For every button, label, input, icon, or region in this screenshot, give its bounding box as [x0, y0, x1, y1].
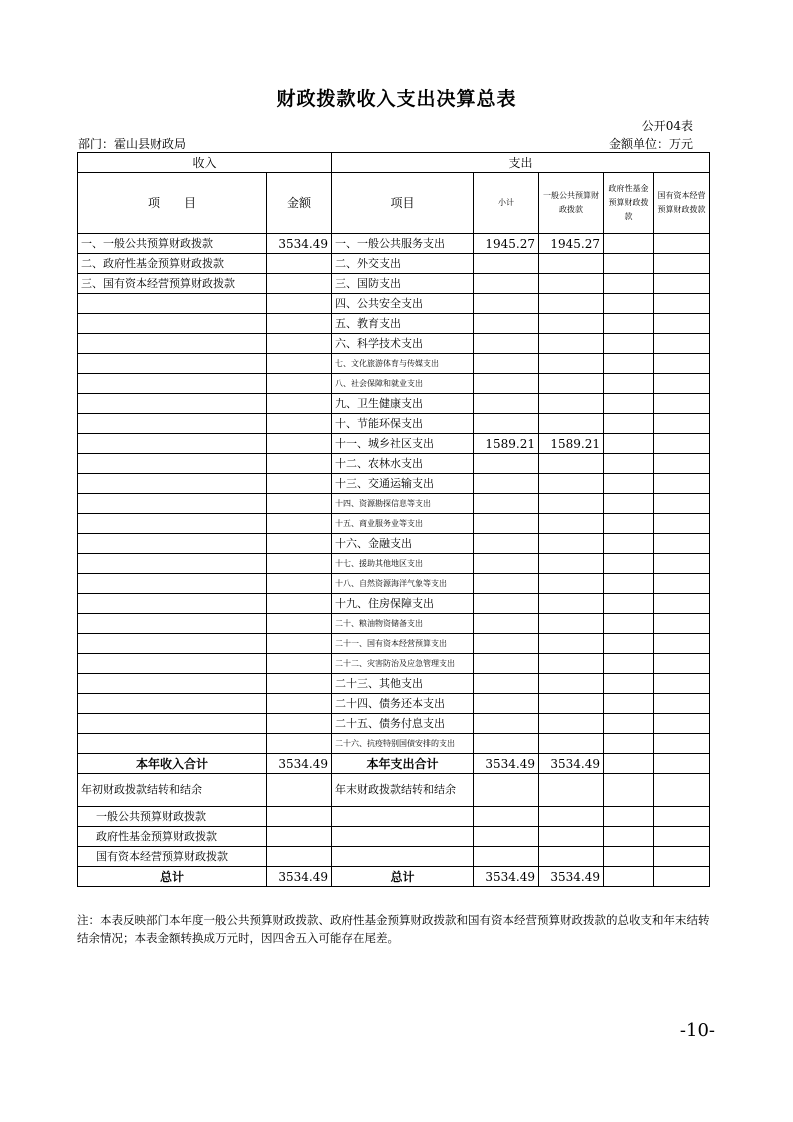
income-amount: [267, 454, 332, 474]
carry-sub-expense: [332, 847, 474, 867]
carry-sub-gov-fund: [604, 827, 654, 847]
carry-sub-row: [78, 827, 710, 847]
expense-gov-fund: [604, 454, 654, 474]
expense-state-capital: [654, 414, 710, 434]
grand-total-income-label: 总计: [78, 867, 267, 887]
expense-item: 三、国防支出: [332, 274, 474, 294]
grand-total-gov-fund: [604, 867, 654, 887]
carry-sub-label: 国有资本经营预算财政拨款: [78, 847, 267, 867]
income-amount: [267, 614, 332, 634]
expense-subtotal: 1945.27: [474, 234, 539, 254]
expense-general: [539, 354, 604, 374]
expense-general: [539, 734, 604, 754]
expense-subtotal: [474, 594, 539, 614]
income-amount: [267, 274, 332, 294]
expense-state-capital: [654, 254, 710, 274]
carry-sub-gov-fund: [604, 807, 654, 827]
expense-general: [539, 654, 604, 674]
expense-item: 十六、金融支出: [332, 534, 474, 554]
income-amount: [267, 394, 332, 414]
budget-table: [77, 152, 710, 887]
expense-subtotal: [474, 274, 539, 294]
expense-subtotal: [474, 374, 539, 394]
table-row: [78, 734, 710, 754]
income-amount: [267, 314, 332, 334]
total-expense-state-capital: [654, 754, 710, 774]
grand-total-income-amount: 3534.49: [267, 867, 332, 887]
expense-item: 六、科学技术支出: [332, 334, 474, 354]
expense-item: 十一、城乡社区支出: [332, 434, 474, 454]
income-item: 二、政府性基金预算财政拨款: [78, 254, 267, 274]
income-item: [78, 574, 267, 594]
income-item: [78, 534, 267, 554]
grand-total-expense-label: 总计: [332, 867, 474, 887]
carry-subtotal: [474, 774, 539, 807]
expense-item: 四、公共安全支出: [332, 294, 474, 314]
table-row: [78, 414, 710, 434]
income-amount: [267, 714, 332, 734]
income-item: [78, 554, 267, 574]
income-amount: 3534.49: [267, 234, 332, 254]
expense-state-capital: [654, 314, 710, 334]
table-row: [78, 614, 710, 634]
income-item: [78, 394, 267, 414]
expense-subtotal: [474, 634, 539, 654]
income-amount: [267, 474, 332, 494]
expense-general: [539, 514, 604, 534]
carry-sub-expense: [332, 827, 474, 847]
income-amount: [267, 734, 332, 754]
expense-subtotal: [474, 654, 539, 674]
expense-subtotal: [474, 514, 539, 534]
table-row: [78, 394, 710, 414]
expense-subtotal: [474, 454, 539, 474]
expense-subtotal: [474, 614, 539, 634]
expense-item: 九、卫生健康支出: [332, 394, 474, 414]
expense-subtotal: [474, 294, 539, 314]
expense-state-capital: [654, 374, 710, 394]
expense-general: [539, 374, 604, 394]
general-budget-header: 一般公共预算财政拨款: [539, 173, 604, 234]
income-amount: [267, 554, 332, 574]
carry-general: [539, 774, 604, 807]
expense-gov-fund: [604, 274, 654, 294]
expense-item-header: 项目: [332, 173, 474, 234]
expense-gov-fund: [604, 714, 654, 734]
income-item: 一、一般公共预算财政拨款: [78, 234, 267, 254]
total-expense-general: 3534.49: [539, 754, 604, 774]
expense-gov-fund: [604, 654, 654, 674]
expense-subtotal: [474, 694, 539, 714]
expense-gov-fund: [604, 494, 654, 514]
expense-general: [539, 614, 604, 634]
table-row: [78, 494, 710, 514]
expense-gov-fund: [604, 574, 654, 594]
expense-gov-fund: [604, 314, 654, 334]
expense-item: 二十一、国有资本经营预算支出: [332, 634, 474, 654]
carry-sub-expense: [332, 807, 474, 827]
expense-item: 二十四、债务还本支出: [332, 694, 474, 714]
expense-item: 二十六、抗疫特别国债安排的支出: [332, 734, 474, 754]
table-row: [78, 454, 710, 474]
expense-general: [539, 274, 604, 294]
expense-gov-fund: [604, 234, 654, 254]
expense-gov-fund: [604, 394, 654, 414]
carry-sub-amount: [267, 807, 332, 827]
table-row: [78, 634, 710, 654]
total-expense-subtotal: 3534.49: [474, 754, 539, 774]
expense-item: 八、社会保障和就业支出: [332, 374, 474, 394]
income-item: [78, 474, 267, 494]
grand-total-state-capital: [654, 867, 710, 887]
table-row: [78, 314, 710, 334]
carry-sub-state-capital: [654, 847, 710, 867]
expense-state-capital: [654, 454, 710, 474]
expense-gov-fund: [604, 294, 654, 314]
expense-subtotal: [474, 414, 539, 434]
table-row: [78, 474, 710, 494]
income-amount: [267, 254, 332, 274]
carry-sub-label: 政府性基金预算财政拨款: [78, 827, 267, 847]
expense-item: 七、文化旅游体育与传媒支出: [332, 354, 474, 374]
form-number: 公开04表: [641, 119, 693, 133]
header-row-1: [78, 153, 710, 173]
expense-state-capital: [654, 674, 710, 694]
carry-row: [78, 774, 710, 807]
expense-state-capital: [654, 234, 710, 254]
grand-total-subtotal: 3534.49: [474, 867, 539, 887]
expense-gov-fund: [604, 554, 654, 574]
expense-general: [539, 574, 604, 594]
expense-general: [539, 714, 604, 734]
income-item: [78, 594, 267, 614]
table-row: [78, 354, 710, 374]
expense-general: [539, 474, 604, 494]
income-item: 三、国有资本经营预算财政拨款: [78, 274, 267, 294]
grand-total-general: 3534.49: [539, 867, 604, 887]
income-amount: [267, 594, 332, 614]
expense-state-capital: [654, 634, 710, 654]
expense-gov-fund: [604, 434, 654, 454]
carry-expense-label: 年末财政拨款结转和结余: [332, 774, 474, 807]
income-amount-header: 金额: [267, 173, 332, 234]
total-year-row: [78, 754, 710, 774]
carry-sub-row: [78, 807, 710, 827]
expense-subtotal: 1589.21: [474, 434, 539, 454]
grand-total-row: [78, 867, 710, 887]
income-header: 收入: [78, 153, 332, 173]
income-item: [78, 334, 267, 354]
income-amount: [267, 694, 332, 714]
total-income-amount: 3534.49: [267, 754, 332, 774]
income-amount: [267, 414, 332, 434]
table-row: [78, 514, 710, 534]
table-row: [78, 574, 710, 594]
expense-subtotal: [474, 714, 539, 734]
table-row: [78, 234, 710, 254]
expense-item: 五、教育支出: [332, 314, 474, 334]
table-row: [78, 334, 710, 354]
expense-state-capital: [654, 714, 710, 734]
expense-state-capital: [654, 514, 710, 534]
expense-gov-fund: [604, 674, 654, 694]
carry-income-amount: [267, 774, 332, 807]
carry-sub-subtotal: [474, 827, 539, 847]
expense-item: 二十三、其他支出: [332, 674, 474, 694]
expense-item: 十七、援助其他地区支出: [332, 554, 474, 574]
table-row: [78, 274, 710, 294]
table-row: [78, 594, 710, 614]
carry-sub-label: 一般公共预算财政拨款: [78, 807, 267, 827]
income-item: [78, 714, 267, 734]
expense-gov-fund: [604, 534, 654, 554]
income-amount: [267, 534, 332, 554]
income-item: [78, 734, 267, 754]
income-item: [78, 634, 267, 654]
expense-item: 十五、商业服务业等支出: [332, 514, 474, 534]
expense-subtotal: [474, 354, 539, 374]
expense-general: [539, 674, 604, 694]
expense-general: [539, 634, 604, 654]
table-row: [78, 554, 710, 574]
expense-general: [539, 294, 604, 314]
carry-income-label: 年初财政拨款结转和结余: [78, 774, 267, 807]
carry-sub-general: [539, 847, 604, 867]
expense-general: [539, 254, 604, 274]
expense-general: [539, 554, 604, 574]
carry-sub-state-capital: [654, 807, 710, 827]
expense-subtotal: [474, 554, 539, 574]
total-income-label: 本年收入合计: [78, 754, 267, 774]
expense-state-capital: [654, 554, 710, 574]
expense-general: [539, 454, 604, 474]
page-title: 财政拨款收入支出决算总表: [276, 88, 517, 110]
income-item: [78, 674, 267, 694]
expense-state-capital: [654, 434, 710, 454]
table-row: [78, 714, 710, 734]
expense-item: 二十、粮油物资储备支出: [332, 614, 474, 634]
expense-item: 二、外交支出: [332, 254, 474, 274]
income-amount: [267, 354, 332, 374]
expense-state-capital: [654, 274, 710, 294]
expense-state-capital: [654, 394, 710, 414]
expense-gov-fund: [604, 694, 654, 714]
income-item: [78, 374, 267, 394]
expense-item: 一、一般公共服务支出: [332, 234, 474, 254]
state-capital-header: 国有资本经营预算财政拨款: [654, 173, 710, 234]
expense-state-capital: [654, 494, 710, 514]
income-amount: [267, 434, 332, 454]
income-amount: [267, 674, 332, 694]
expense-subtotal: [474, 474, 539, 494]
expense-item: 十、节能环保支出: [332, 414, 474, 434]
expense-subtotal: [474, 674, 539, 694]
expense-gov-fund: [604, 514, 654, 534]
income-amount: [267, 494, 332, 514]
expense-general: [539, 494, 604, 514]
expense-general: [539, 334, 604, 354]
total-expense-gov-fund: [604, 754, 654, 774]
carry-sub-amount: [267, 827, 332, 847]
carry-sub-general: [539, 827, 604, 847]
expense-gov-fund: [604, 734, 654, 754]
expense-general: [539, 414, 604, 434]
expense-subtotal: [474, 494, 539, 514]
table-row: [78, 674, 710, 694]
header-row-2: [78, 173, 710, 234]
expense-general: [539, 594, 604, 614]
expense-item: 十九、住房保障支出: [332, 594, 474, 614]
income-amount: [267, 634, 332, 654]
income-item: [78, 514, 267, 534]
expense-subtotal: [474, 394, 539, 414]
expense-gov-fund: [604, 614, 654, 634]
expense-subtotal: [474, 534, 539, 554]
expense-item: 十八、自然资源海洋气象等支出: [332, 574, 474, 594]
income-amount: [267, 514, 332, 534]
expense-subtotal: [474, 334, 539, 354]
income-item: [78, 654, 267, 674]
table-row: [78, 694, 710, 714]
expense-general: 1945.27: [539, 234, 604, 254]
expense-gov-fund: [604, 354, 654, 374]
table-row: [78, 374, 710, 394]
expense-general: [539, 694, 604, 714]
income-item: [78, 434, 267, 454]
expense-state-capital: [654, 474, 710, 494]
income-item: [78, 494, 267, 514]
income-item: [78, 614, 267, 634]
expense-state-capital: [654, 294, 710, 314]
expense-gov-fund: [604, 254, 654, 274]
expense-gov-fund: [604, 594, 654, 614]
income-amount: [267, 374, 332, 394]
table-row: [78, 534, 710, 554]
carry-sub-gov-fund: [604, 847, 654, 867]
carry-sub-amount: [267, 847, 332, 867]
gov-fund-header: 政府性基金预算财政拨款: [604, 173, 654, 234]
table-row: [78, 654, 710, 674]
expense-state-capital: [654, 614, 710, 634]
income-item: [78, 314, 267, 334]
expense-item: 十四、资源勘探信息等支出: [332, 494, 474, 514]
expense-subtotal: [474, 574, 539, 594]
carry-sub-subtotal: [474, 847, 539, 867]
income-item: [78, 454, 267, 474]
table-row: [78, 294, 710, 314]
expense-general: [539, 314, 604, 334]
expense-general: [539, 534, 604, 554]
expense-state-capital: [654, 694, 710, 714]
income-item-header: 项 目: [78, 173, 267, 234]
expense-header: 支出: [332, 153, 710, 173]
carry-sub-row: [78, 847, 710, 867]
income-item: [78, 414, 267, 434]
carry-sub-state-capital: [654, 827, 710, 847]
income-amount: [267, 654, 332, 674]
expense-item: 二十五、债务付息支出: [332, 714, 474, 734]
expense-state-capital: [654, 594, 710, 614]
expense-subtotal: [474, 254, 539, 274]
table-note: 注：本表反映部门本年度一般公共预算财政拨款、政府性基金预算财政拨款和国有资本经营预算财政拨款的总收支和年末结转结余情况；本表金额转换成万元时，因四舍五入可能存在尾差。: [77, 913, 710, 945]
expense-subtotal: [474, 314, 539, 334]
department-label: 部门：霍山县财政局: [78, 137, 187, 151]
expense-item: 十二、农林水支出: [332, 454, 474, 474]
expense-subtotal: [474, 734, 539, 754]
expense-state-capital: [654, 354, 710, 374]
expense-gov-fund: [604, 634, 654, 654]
expense-state-capital: [654, 734, 710, 754]
expense-state-capital: [654, 334, 710, 354]
expense-state-capital: [654, 534, 710, 554]
expense-gov-fund: [604, 334, 654, 354]
income-amount: [267, 574, 332, 594]
expense-item: 十三、交通运输支出: [332, 474, 474, 494]
subtotal-header: 小计: [474, 173, 539, 234]
unit-label: 金额单位：万元: [608, 137, 693, 151]
income-amount: [267, 294, 332, 314]
carry-sub-subtotal: [474, 807, 539, 827]
expense-gov-fund: [604, 414, 654, 434]
table-row: [78, 254, 710, 274]
expense-state-capital: [654, 574, 710, 594]
income-item: [78, 294, 267, 314]
total-expense-label: 本年支出合计: [332, 754, 474, 774]
expense-general: [539, 394, 604, 414]
expense-item: 二十二、灾害防治及应急管理支出: [332, 654, 474, 674]
table-row: [78, 434, 710, 454]
income-amount: [267, 334, 332, 354]
carry-sub-general: [539, 807, 604, 827]
expense-state-capital: [654, 654, 710, 674]
carry-gov-fund: [604, 774, 654, 807]
expense-gov-fund: [604, 474, 654, 494]
page-number: -10-: [679, 1020, 715, 1041]
carry-state-capital: [654, 774, 710, 807]
income-item: [78, 694, 267, 714]
expense-general: 1589.21: [539, 434, 604, 454]
income-item: [78, 354, 267, 374]
expense-gov-fund: [604, 374, 654, 394]
